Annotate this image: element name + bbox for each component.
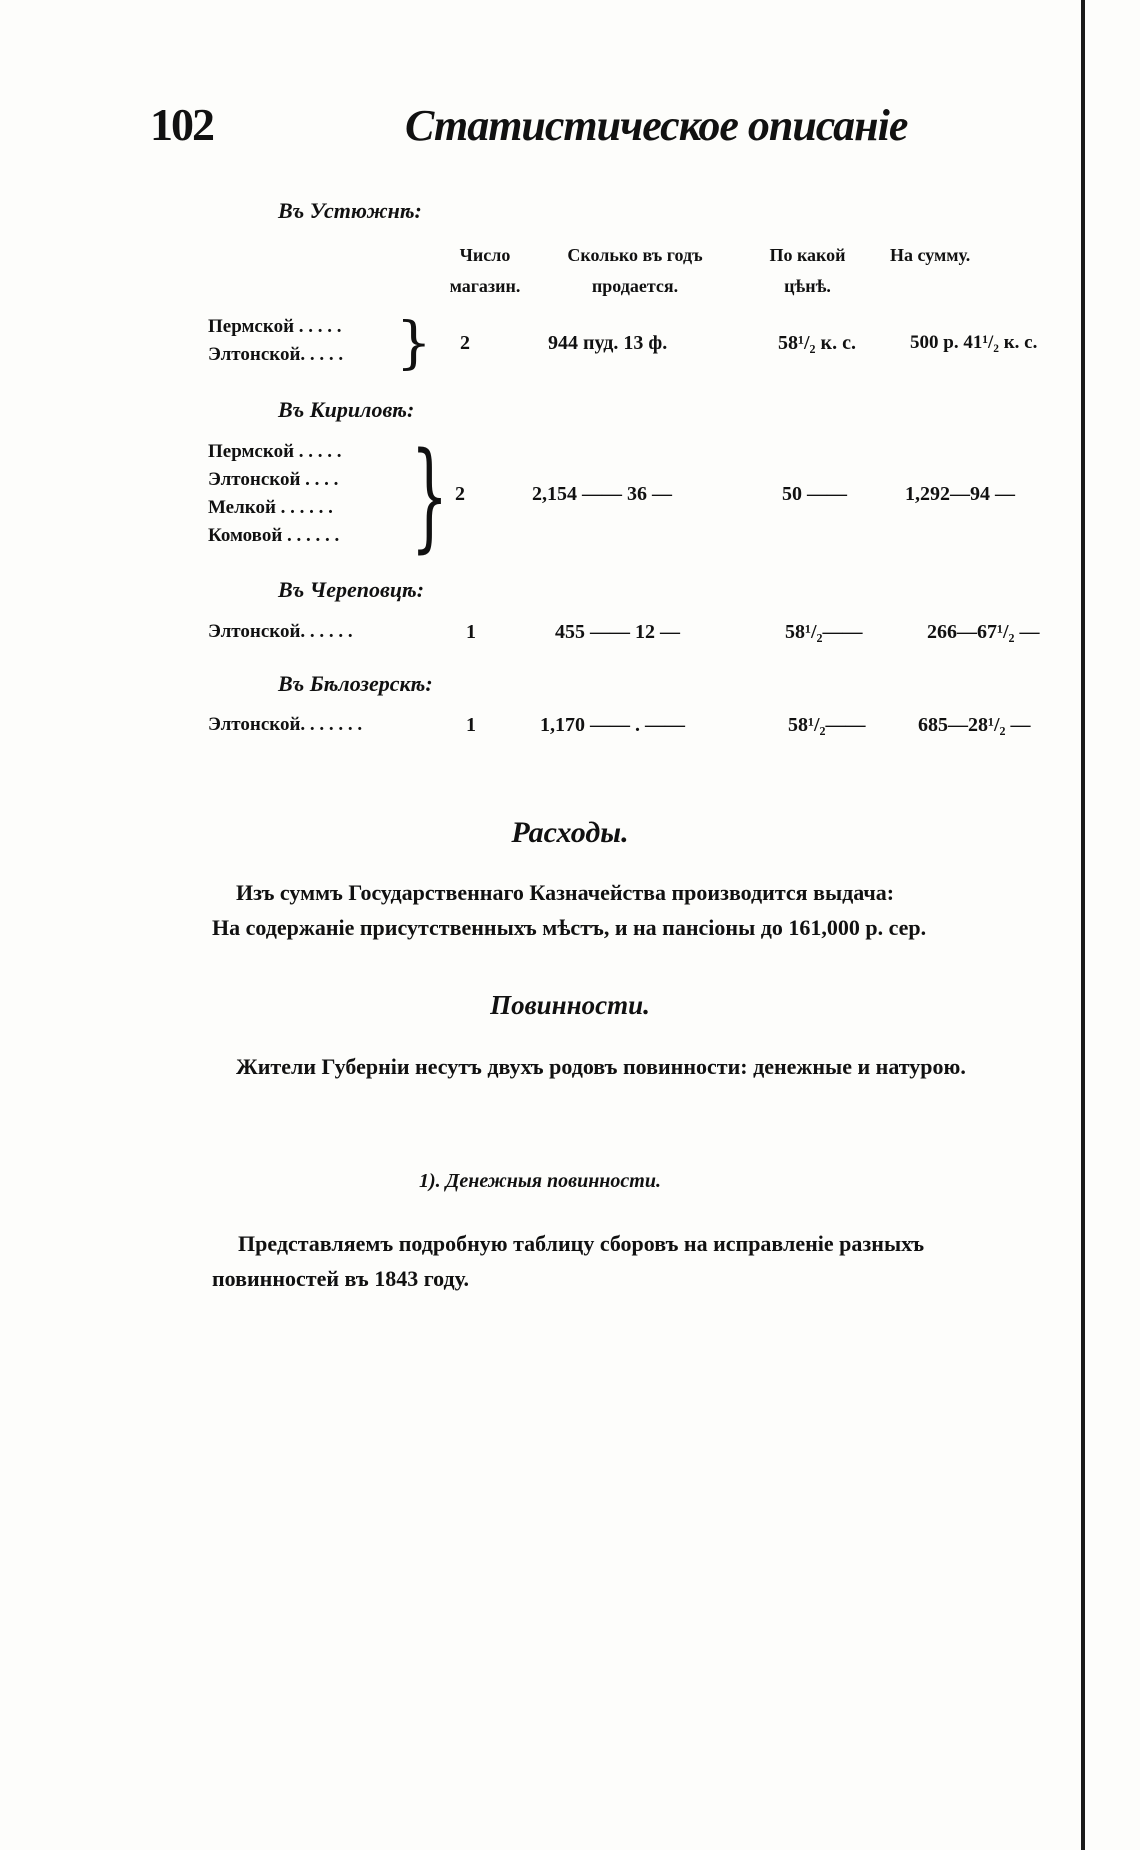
cell-qty: 455 —— 12 — — [555, 621, 680, 643]
brace: } — [396, 311, 432, 376]
item-name: Элтонской. . . . . — [208, 344, 344, 365]
cell-qty: 944 пуд. 13 ф. — [548, 332, 668, 354]
item-name: Пермской . . . . . — [208, 316, 342, 337]
col-head-sum: На сумму. — [890, 245, 971, 265]
item-name: Элтонской. . . . . . . — [208, 714, 363, 735]
cell-count: 1 — [466, 714, 476, 736]
item-name: Мелкой . . . . . . — [208, 497, 333, 518]
cell-price: 58¹/₂—— — [785, 621, 863, 643]
cell-sum: 1,292—94 — — [905, 483, 1015, 505]
expenses-heading: Расходы. — [511, 816, 629, 849]
item-name: Элтонской. . . . . . — [208, 621, 353, 642]
col-head-price: По какой цѣнѣ. — [769, 245, 846, 296]
page-title: Статистическое описаніе — [405, 101, 908, 150]
section-label-ustyuzhna: Въ Устюжнѣ: — [278, 198, 422, 223]
item-name: Комовой . . . . . . — [208, 525, 340, 546]
expenses-line-1: Изъ суммъ Государственнаго Казначейства производится выдача: — [236, 880, 895, 905]
duties-heading: Повинности. — [490, 990, 650, 1020]
page-edge-rule — [1081, 0, 1085, 1850]
cell-price: 58¹/₂ к. с. — [778, 332, 856, 354]
cell-count: 1 — [466, 621, 476, 643]
cell-qty: 2,154 —— 36 — — [532, 483, 672, 505]
cell-count: 2 — [455, 483, 465, 505]
cell-price: 58¹/₂—— — [788, 714, 866, 736]
cell-qty: 1,170 —— . —— — [540, 714, 685, 736]
cell-sum: 266—67¹/₂ — — [927, 621, 1040, 643]
cell-count: 2 — [460, 332, 470, 354]
cell-sum: 500 р. 41¹/₂ к. с. — [910, 332, 1038, 353]
money-duties-text: Представляемъ подробную таблицу сборовъ на исправленіе разныхъ повинностей въ 1843 году. — [212, 1231, 925, 1291]
section-label-cherepovets: Въ Череповцѣ: — [278, 577, 425, 602]
col-head-qty: Сколько въ годъ продается. — [567, 245, 703, 296]
brace: } — [410, 426, 449, 564]
duties-text: Жители Губерніи несутъ двухъ родовъ повинности: денежные и натурою. — [236, 1054, 966, 1079]
page-header — [150, 98, 1050, 158]
item-name: Элтонской . . . . — [208, 469, 339, 490]
page-number: 102 — [150, 99, 213, 150]
expenses-line-2: На содержаніе присутственныхъ мѣстъ, и на пансіоны до 161,000 р. сер. — [212, 915, 927, 940]
money-duties-heading: 1). Денежныя повинности. — [419, 1170, 661, 1192]
cell-sum: 685—28¹/₂ — — [918, 714, 1031, 736]
section-label-kirillov: Въ Кириловѣ: — [278, 397, 415, 422]
cell-price: 50 —— — [782, 483, 847, 505]
item-name: Пермской . . . . . — [208, 441, 342, 462]
section-label-belozersk: Въ Бѣлозерскѣ: — [278, 671, 433, 696]
col-head-count: Число магазин. — [449, 245, 521, 296]
